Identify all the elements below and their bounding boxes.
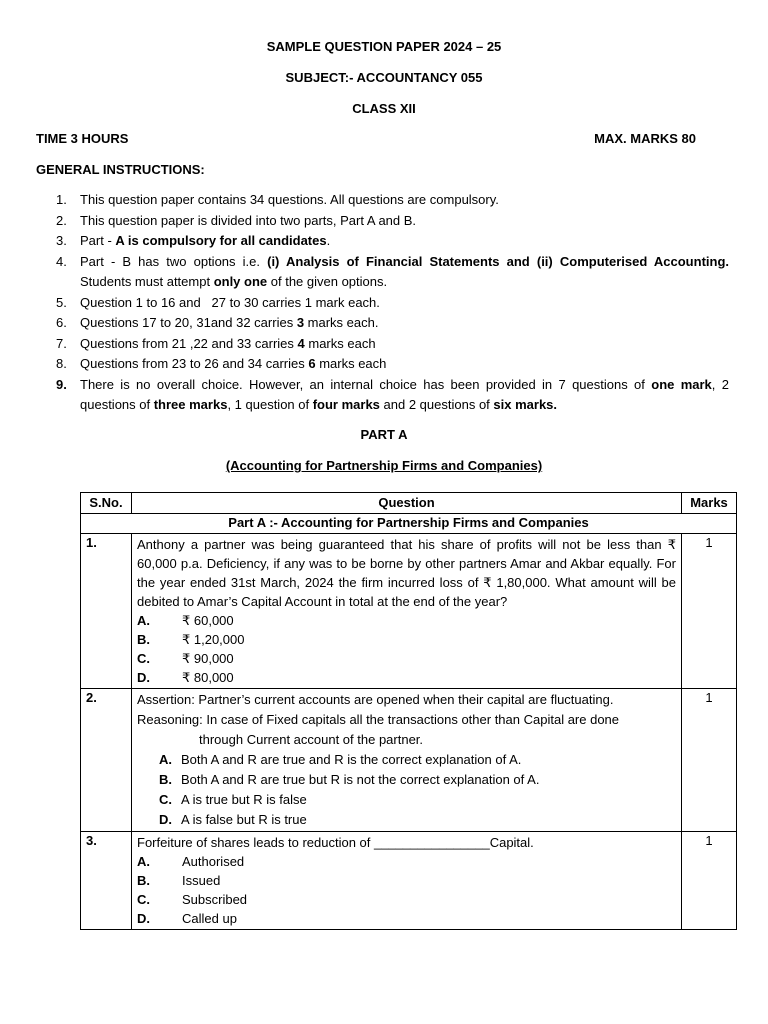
option-label: D. [159, 811, 172, 827]
option-text: A is false but R is true [181, 811, 307, 827]
option [137, 630, 676, 649]
instruction-bold: one mark [651, 376, 712, 392]
option-label: D. [137, 669, 150, 685]
option [137, 810, 676, 830]
instruction-bold: A is compulsory for all candidates [115, 233, 327, 248]
instruction-text: This question paper contains 34 questions. All questions are compulsory. [80, 192, 499, 207]
instruction-text: Questions from 21 ,22 and 33 carries [80, 335, 298, 351]
option-label: B. [137, 631, 150, 647]
option [137, 649, 676, 668]
part-a-subheading: (Accounting for Partnership Firms and Companies) [225, 458, 543, 473]
instruction-number: 7. [56, 335, 67, 351]
instruction-text: , 1 question of [227, 397, 313, 412]
question-marks: 1 [682, 533, 737, 688]
instruction-number: 1. [56, 192, 67, 207]
option-label: A. [159, 751, 172, 767]
instruction-bold: 3 [296, 315, 305, 330]
option [137, 611, 676, 630]
instruction-text: , 2 questions of [80, 376, 729, 412]
instruction-text: Questions 17 to 20, 31and 32 carries [80, 315, 297, 330]
option [137, 890, 676, 909]
question-marks: 1 [682, 831, 737, 929]
instruction-item [36, 313, 729, 334]
table-row [81, 688, 737, 831]
time-marks-row [36, 131, 696, 147]
header-marks: Marks [682, 493, 737, 514]
instruction-bold: only one [213, 274, 268, 289]
option-label: C. [137, 650, 150, 666]
time-label: TIME 3 HOURS [36, 131, 129, 146]
option-text: Authorised [182, 853, 245, 869]
instruction-text: marks each [304, 335, 376, 351]
instruction-text: marks each [315, 356, 387, 371]
instruction-number: 9. [56, 376, 67, 392]
option-label: B. [159, 771, 172, 787]
header-sno: S.No. [81, 493, 132, 514]
question-number: 3. [81, 831, 132, 929]
instruction-bold: 4 [297, 335, 305, 351]
class-title: CLASS XII [352, 101, 416, 116]
instruction-bold: 6 [308, 356, 316, 371]
instruction-item [36, 354, 729, 375]
option-label: A. [137, 612, 150, 628]
instruction-bold: (i) Analysis of Financial Statements and (ii) Computerised Accounting. [267, 253, 730, 269]
reasoning-continued: through Current account of the partner. [199, 731, 424, 747]
instruction-text: . [326, 233, 331, 248]
instruction-number: 4. [56, 253, 67, 269]
section-title: Part A :- Accounting for Partnership Firms and Companies [81, 514, 737, 533]
part-a-heading: PART A [360, 427, 408, 442]
subject-title: SUBJECT:- ACCOUNTANCY 055 [285, 70, 483, 85]
option-text: Called up [182, 910, 237, 926]
instruction-item [36, 211, 729, 232]
instruction-number: 6. [56, 315, 67, 330]
option-text: ₹ 80,000 [182, 669, 234, 685]
instruction-item [36, 334, 729, 355]
question-number: 2. [81, 688, 132, 831]
instruction-text: Question 1 to 16 and 27 to 30 carries 1 mark each. [80, 294, 380, 310]
option-label: A. [137, 853, 150, 869]
option [137, 750, 676, 770]
table-row [81, 533, 737, 688]
instruction-text: Students must attempt [80, 274, 214, 289]
option-text: Both A and R are true but R is not the correct explanation of A. [181, 771, 540, 787]
max-marks-label: MAX. MARKS 80 [594, 131, 696, 146]
question-cell [132, 533, 682, 688]
instruction-text: marks each. [304, 315, 379, 330]
question-cell [132, 831, 682, 929]
option [137, 871, 676, 890]
instruction-bold: three marks [153, 397, 228, 412]
option [137, 909, 676, 928]
option-text: Subscribed [182, 891, 248, 907]
option-text: ₹ 60,000 [182, 612, 234, 628]
instruction-item [36, 293, 729, 314]
instruction-item [36, 252, 729, 293]
reasoning-text: Reasoning: In case of Fixed capitals all the transactions other than Capital are done [137, 711, 620, 727]
instruction-item [36, 375, 729, 416]
instruction-text: Part - B has two options i.e. [80, 253, 268, 269]
question-cell [132, 688, 682, 831]
instruction-text: This question paper is divided into two parts, Part A and B. [80, 212, 417, 228]
assertion-text: Assertion: Partner’s current accounts are opened when their capital are fluctuating. [137, 691, 614, 707]
question-text: Forfeiture of shares leads to reduction of ________________Capital. [137, 834, 534, 850]
option-text: ₹ 1,20,000 [182, 631, 245, 647]
instruction-number: 3. [56, 233, 67, 248]
question-number: 1. [81, 533, 132, 688]
instruction-text: Part - [80, 233, 116, 248]
instruction-text: and 2 questions of [379, 397, 494, 412]
option-text: ₹ 90,000 [182, 650, 234, 666]
table-header-row [81, 493, 737, 514]
header-question: Question [132, 493, 682, 514]
question-table [80, 492, 737, 930]
instruction-number: 8. [56, 356, 67, 371]
option-text: A is true but R is false [181, 791, 307, 807]
option-label: D. [137, 910, 150, 926]
instruction-bold: six marks. [493, 397, 558, 412]
question-marks: 1 [682, 688, 737, 831]
instruction-bold: four marks [312, 397, 380, 412]
option-label: B. [137, 872, 150, 888]
instruction-number: 2. [56, 212, 67, 228]
option-label: C. [159, 791, 172, 807]
paper-title: SAMPLE QUESTION PAPER 2024 – 25 [266, 39, 502, 54]
instruction-number: 5. [56, 294, 67, 310]
instruction-item [36, 231, 729, 252]
option [137, 668, 676, 687]
option-text: Issued [182, 872, 221, 888]
general-instructions-heading: GENERAL INSTRUCTIONS: [36, 162, 205, 177]
instructions-list [36, 190, 729, 416]
option-label: C. [137, 891, 150, 907]
option-text: Both A and R are true and R is the correct explanation of A. [181, 751, 522, 767]
instruction-text: Questions from 23 to 26 and 34 carries [80, 356, 309, 371]
question-text: Anthony a partner was being guaranteed that his share of profits will not be less than ₹ 60,000 p.a. Deficiency, if any was to be borne by other partners Amar and Akbar equally. For the year ended 31st March, 2024 the firm incurred loss of ₹ 1,80,000. What amount will be debited to Amar’s Capital Account in total at the end of the year? [137, 536, 676, 609]
table-row [81, 831, 737, 929]
instruction-item [36, 190, 729, 211]
instruction-text: of the given options. [267, 274, 388, 289]
instruction-text: There is no overall choice. However, an internal choice has been provided in 7 questions of [80, 376, 652, 392]
section-row [81, 514, 737, 533]
option [137, 852, 676, 871]
option [137, 790, 676, 810]
option [137, 770, 676, 790]
